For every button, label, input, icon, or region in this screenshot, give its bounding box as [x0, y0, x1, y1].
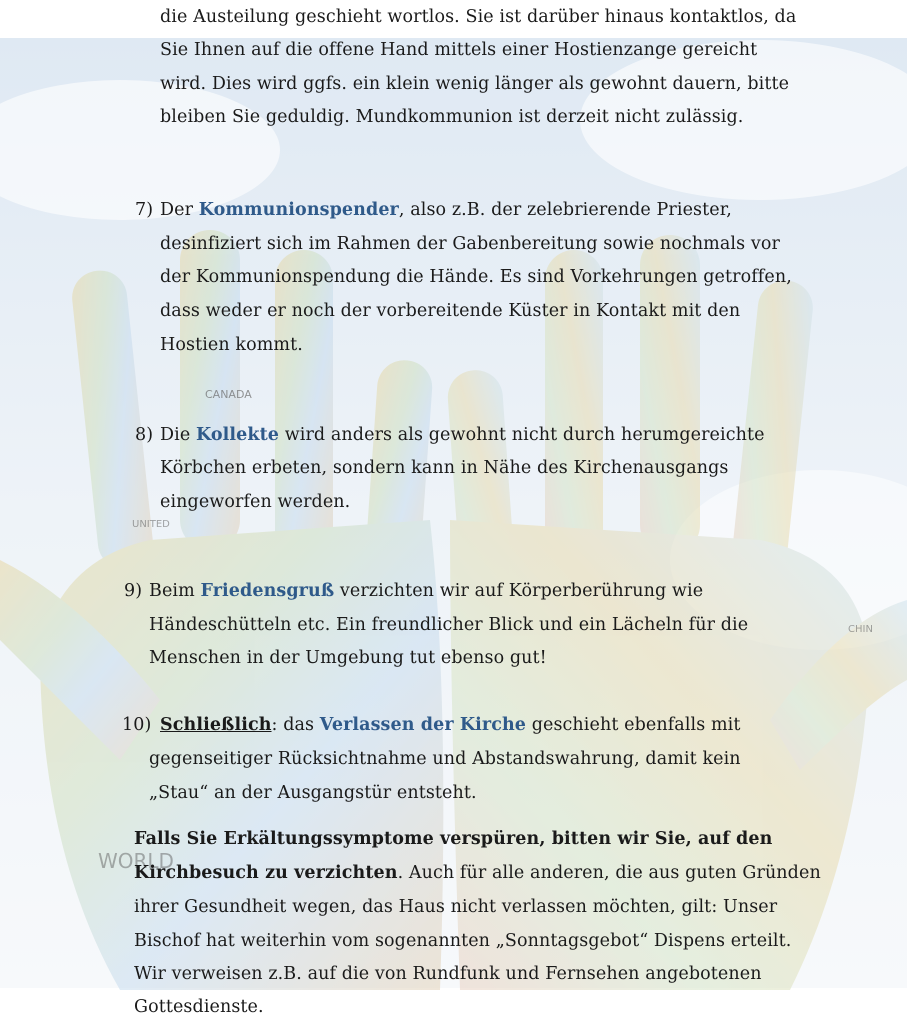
item-8-number: 8)	[135, 425, 154, 445]
item-7-line-1: Der Kommunionspender, also z.B. der zelebrierende Priester,	[160, 200, 732, 220]
intro-line-4: bleiben Sie geduldig. Mundkommunion ist derzeit nicht zulässig.	[160, 107, 744, 127]
item-9-line-2: Händeschütteln etc. Ein freundlicher Blick und ein Lächeln für die	[149, 615, 749, 635]
map-label-world: WORLD	[98, 849, 174, 873]
item-9-number: 9)	[124, 581, 143, 601]
item-9-line-1: Beim Friedensgruß verzichten wir auf Körperberührung wie	[149, 581, 704, 601]
intro-line-2: Sie Ihnen auf die offene Hand mittels einer Hostienzange gereicht	[160, 40, 758, 60]
closing-line-6: Gottesdienste.	[134, 997, 264, 1017]
item-10-line-3: „Stau“ an der Ausgangstür entsteht.	[149, 783, 477, 803]
item-7-line-2: desinfiziert sich im Rahmen der Gabenbereitung sowie nochmals vor	[160, 234, 780, 254]
keyword-kollekte: Kollekte	[195, 425, 280, 445]
item-10-line-2: gegenseitiger Rücksichtnahme und Abstandswahrung, damit kein	[149, 749, 741, 769]
keyword-schliesslich: Schließlich	[160, 715, 272, 735]
item-10-number: 10)	[122, 715, 152, 735]
closing-line-4: Bischof hat weiterhin vom sogenannten „Sonntagsgebot“ Dispens erteilt.	[134, 931, 792, 951]
item-8-line-1: Die Kollekte wird anders als gewohnt nicht durch herumgereichte	[160, 425, 765, 445]
item-7-number: 7)	[135, 200, 154, 220]
item-7-line-3: der Kommunionspendung die Hände. Es sind Vorkehrungen getroffen,	[160, 267, 792, 287]
item-8-line-3: eingeworfen werden.	[160, 492, 351, 512]
intro-line-3: wird. Dies wird ggfs. ein klein wenig länger als gewohnt dauern, bitte	[160, 74, 790, 94]
closing-line-2: Kirchbesuch zu verzichten. Auch für alle anderen, die aus guten Gründen	[134, 863, 821, 883]
item-10-line-1: Schließlich: das Verlassen der Kirche geschieht ebenfalls mit	[160, 715, 741, 735]
keyword-kommunionspender: Kommunionspender	[198, 200, 399, 220]
map-label-united: UNITED	[132, 519, 170, 530]
item-8-line-2: Körbchen erbeten, sondern kann in Nähe des Kirchenausgangs	[160, 458, 729, 478]
map-label-chin: CHIN	[848, 624, 873, 635]
keyword-verlassen-der-kirche: Verlassen der Kirche	[319, 715, 527, 735]
map-label-canada: CANADA	[205, 388, 252, 401]
intro-line-1: die Austeilung geschieht wortlos. Sie ist darüber hinaus kontaktlos, da	[160, 7, 797, 27]
closing-line-3: ihrer Gesundheit wegen, das Haus nicht verlassen möchten, gilt: Unser	[134, 897, 778, 917]
item-7-line-4: dass weder er noch der vorbereitende Küster in Kontakt mit den	[160, 301, 741, 321]
item-7-line-5: Hostien kommt.	[160, 335, 303, 355]
keyword-friedensgruss: Friedensgruß	[200, 581, 335, 601]
closing-line-1: Falls Sie Erkältungssymptome verspüren, bitten wir Sie, auf den	[134, 829, 773, 849]
closing-line-5: Wir verweisen z.B. auf die von Rundfunk und Fernsehen angebotenen	[134, 964, 762, 984]
item-9-line-3: Menschen in der Umgebung tut ebenso gut!	[149, 648, 547, 668]
